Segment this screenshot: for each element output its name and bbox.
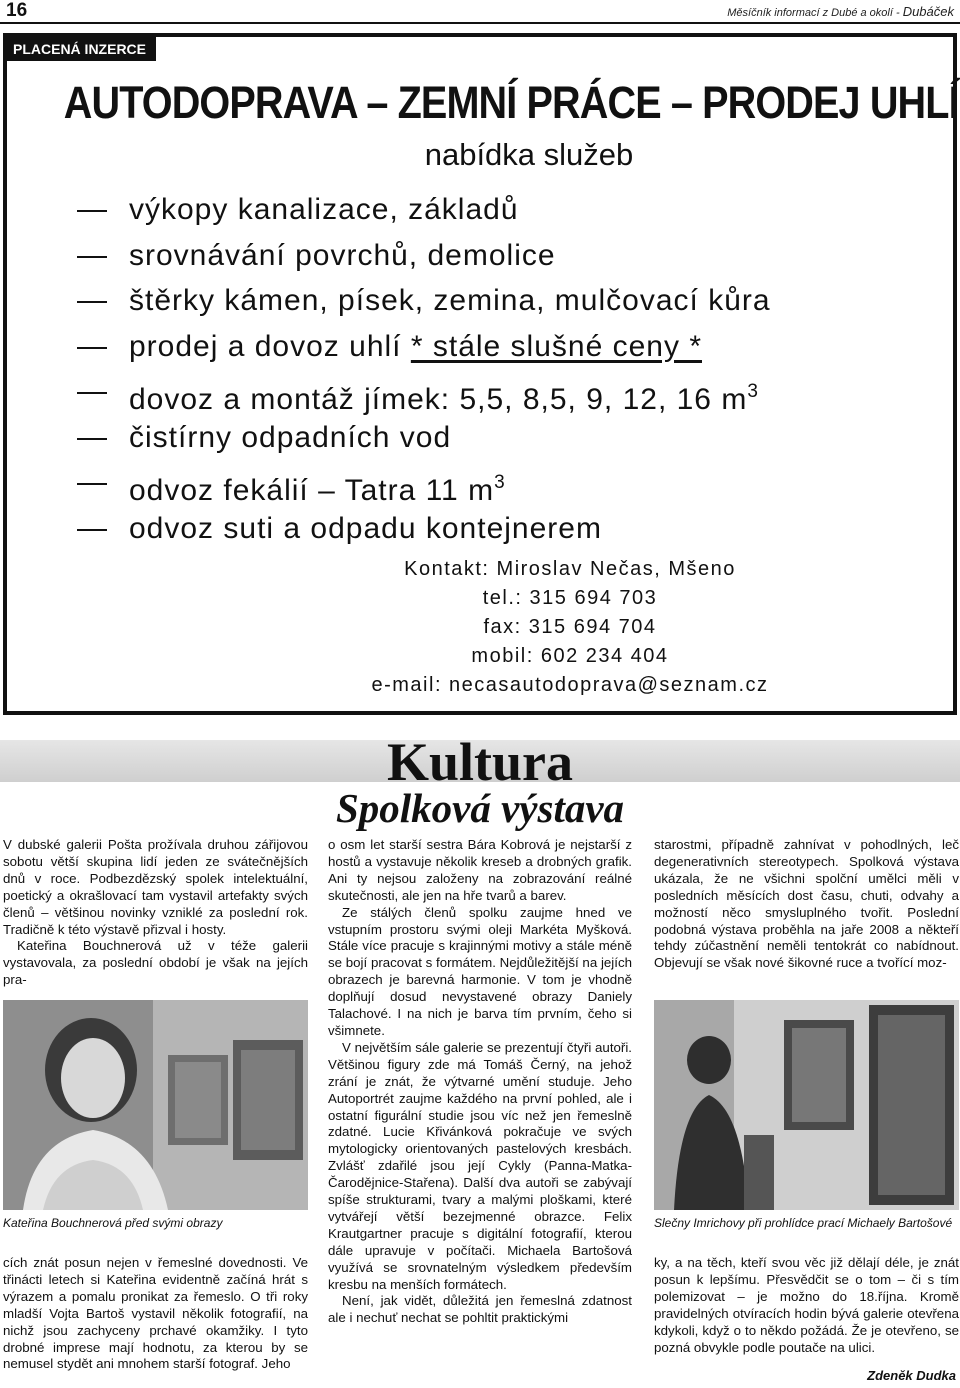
unit-superscript: 3 [747,381,759,402]
contact-block [7,555,953,700]
contact-email: e-mail: necasautodoprava@seznam.cz [371,674,769,696]
photo-imrichovy [654,1000,959,1210]
masthead-name: Dubáček [902,4,954,19]
masthead [727,4,954,19]
price-note: * stále slušné ceny * [410,329,702,363]
article-column-1-bottom [3,1255,308,1373]
service-item: čistírny odpadních vod [77,415,771,461]
paragraph: Není, jak vidět, důležitá jen řemeslná zdatnost ale i nechuť nechat se pohltit praktickými [328,1293,632,1326]
service-item: srovnávání povrchů, demolice [77,233,771,279]
service-item: odvoz fekálií – Tatra 11 $m^3$ [77,460,771,506]
dash-icon [77,529,107,531]
masthead-prefix: Měsíčník informací z Dubé a okolí - [727,7,903,19]
service-item: odvoz suti a odpadu kontejnerem [77,506,771,552]
photo-imrichovy-image [654,1000,959,1210]
photo-katerina-image [3,1000,308,1210]
dash-icon [77,347,107,349]
paragraph: V největším sále galerie se prezentují čtyři autoři. Většinou figury zde má Tomáš Černý, na jehož zrání je znát, že výtvarné umění studuje. Jeho Autoportrét zaujme každého na první pohled, ale i ostatní figurální studie jsou víc než jen řemeslně zdatné. Lucie Křivánková pokračuje ve svých mytologicky orientovaných pastelových kresbách. Zvlášť zdařilé jsou její Cykly (Panna-Matka-Čarodějnice-Stařena). Další dva autoři se zabývají spíše strukturami, tvary a malými ploškami, které vytvářejí větší bezejmenné obrazce. Felix Krautgartner pracuje s digitální fotografií, kterou dále upravuje v počítači. Michaela Bartošová využívá se srovnatelným výsledkem především kresbu na menších formátech. [328,1039,632,1292]
article-column-1-top [3,837,308,989]
advertisement-box [3,33,957,715]
author-signature: Zdeněk Dudka [867,1368,956,1383]
article-column-3-top [654,837,959,972]
contact-fax: fax: 315 694 704 [483,616,657,638]
contact-tel: tel.: 315 694 703 [482,587,658,609]
article-title: Spolková výstava [335,785,625,831]
section-title: Kultura [386,732,574,792]
dash-icon [77,392,107,394]
ad-subtitle: nabídka služeb [424,137,634,172]
paragraph: Kateřina Bouchnerová už v téže galerii vystavovala, za poslední období je však na jejích pra- [3,938,308,988]
contact-mobile: mobil: 602 234 404 [471,645,669,667]
dash-icon [77,256,107,258]
paragraph: o osm let starší sestra Bára Kobrová je nejstarší z hostů a vystavuje několik kreseb a drobných grafik. Ani ty nejsou založeny na zobrazování reálné skutečnosti, ale jen na hře tvarů a barev. [328,837,632,903]
ad-title: AUTODOPRAVA – ZEMNÍ PRÁCE – PRODEJ UHLÍ [63,77,959,128]
paragraph: cích znát posun nejen v řemeslné dovednosti. Ve třinácti letech si Kateřina evidentně začíná hrát s výrazem a pomalu pronikat za řemeslo. O tři roky mladší Vojta Bartoš vystavil několik fotografií, na nichž jsou zachyceny prchavé okamžiky. I tyto drobné imprese mají hodnotu, za kterou by se nemusel stydět ani mnohem starší fotograf. Jeho [3,1255,308,1372]
contact-name: Kontakt: Miroslav Nečas, Mšeno [404,558,736,580]
service-item: prodej a dovoz uhlí * stále slušné ceny * [77,324,771,370]
paragraph: starostmi, případně zahnívat v pohodlných, leč degenerativních stereotypech. Spolková výstava ukázala, že ne všichni spolční umělci měli v posledních měsících dost času, chuti, odvahy a možností něco smysluplného tvořit. Poslední podobná výstava proběhla na jaře 2008 a někteří tehdy zúčastnění neměli tentokrát co nabídnout. Objevují se však nové šikovné ruce a tvořící moz- [654,837,959,971]
paragraph: V dubské galerii Pošta prožívala druhou zářijovou sobotu větší skupina lidí jeden ze svátečnějších dnů v roce. Podbezdězský spolek intelektuální, poetický a okrašlovací tam vystavil artefakty svých členů – většinou novinky vzniklé za poslední rok. Tradičně k této výstavě přizval i hosty. [3,837,308,937]
paid-ad-tag: PLACENÁ INZERCE [7,37,156,61]
photo-2-caption: Slečny Imrichovy při prohlídce prací Michaely Bartošové [654,1216,953,1230]
header-rule [0,22,960,24]
article-column-3-bottom [654,1255,959,1356]
services-list [77,187,771,551]
unit-superscript: 3 [494,472,506,493]
page-number: 16 [6,0,28,21]
paragraph: Ze stálých členů spolku zaujme hned ve vstupním prostoru svými oleji Markéta Myšková. Stále více pracuje s krajinnými motivy a stále méně se bojí pracovat s formátem. Nejdůležitější na jejích obrazech je barevná harmonie. V tom je vhodně doplňují dosud nevystavené obrazy Daniely Talachové. I na nich je barva tím prvním, čeho si všimnete. [328,904,632,1038]
dash-icon [77,483,107,485]
service-item: výkopy kanalizace, základů [77,187,771,233]
dash-icon [77,210,107,212]
dash-icon [77,301,107,303]
photo-katerina [3,1000,308,1210]
dash-icon [77,438,107,440]
photo-1-caption: Kateřina Bouchnerová před svými obrazy [3,1216,223,1230]
paragraph: ky, a na těch, kteří svou věc již dělají déle, je znát posun k lepšímu. Přesvědčit se o tom – či s tím polemizovat – je možno do 18.října. Kromě pravidelných otvíracích hodin bývá galerie otevřena kdykoli, když o to někdo požádá. Že je otevřeno, se pozná obvykle podle poutače na ulici. [654,1255,959,1355]
service-item: štěrky kámen, písek, zemina, mulčovací kůra [77,278,771,324]
service-item: dovoz a montáž jímek: 5,5, 8,5, 9, 12, 16 $m^3$ [77,369,771,415]
article-column-2 [328,837,632,1327]
